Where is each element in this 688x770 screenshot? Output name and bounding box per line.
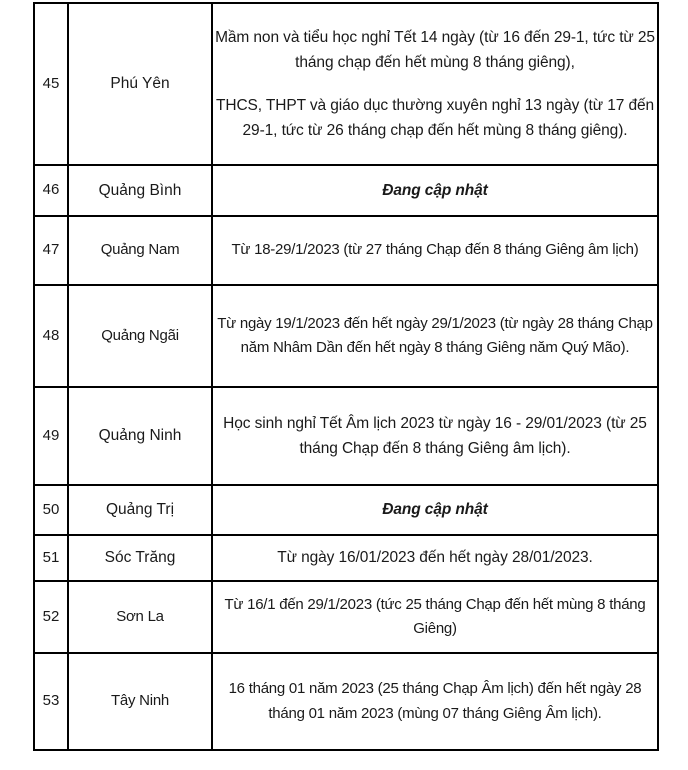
detail-paragraph: Từ 18-29/1/2023 (từ 27 tháng Chạp đến 8 tháng Giêng âm lịch) xyxy=(231,241,639,259)
province-name-cell: Quảng Trị xyxy=(68,485,212,535)
holiday-detail-cell xyxy=(212,387,658,485)
holiday-detail-cell xyxy=(212,653,658,750)
row-index-cell: 51 xyxy=(34,535,68,581)
detail-paragraph: Học sinh nghỉ Tết Âm lịch 2023 từ ngày 16 - 29/01/2023 (từ 25 tháng Chạp đến 8 tháng Giêng âm lịch). xyxy=(223,414,647,457)
row-index-cell: 50 xyxy=(34,485,68,535)
row-index-cell: 48 xyxy=(34,285,68,387)
table-row xyxy=(34,581,658,653)
province-name-cell: Sơn La xyxy=(68,581,212,653)
detail-paragraph: 16 tháng 01 năm 2023 (25 tháng Chạp Âm lịch) đến hết ngày 28 tháng 01 năm 2023 (mùng 07 tháng Giêng Âm lịch). xyxy=(228,680,642,722)
row-index-cell: 45 xyxy=(34,3,68,165)
province-name-cell: Tây Ninh xyxy=(68,653,212,750)
detail-paragraph: Mầm non và tiểu học nghỉ Tết 14 ngày (từ 16 đến 29-1, tức từ 25 tháng chạp đến hết mùng 8 tháng giêng), xyxy=(215,28,655,71)
row-index-cell: 46 xyxy=(34,165,68,216)
holiday-detail-cell xyxy=(212,216,658,285)
status-badge: Đang cập nhật xyxy=(382,181,488,199)
province-name-cell: Quảng Ngãi xyxy=(68,285,212,387)
table-row xyxy=(34,387,658,485)
table-row xyxy=(34,653,658,750)
table-row xyxy=(34,285,658,387)
holiday-detail-cell xyxy=(212,581,658,653)
province-name-cell: Phú Yên xyxy=(68,3,212,165)
province-name-cell: Quảng Bình xyxy=(68,165,212,216)
detail-paragraph: Từ ngày 16/01/2023 đến hết ngày 28/01/2023. xyxy=(277,549,593,567)
table-row xyxy=(34,216,658,285)
holiday-detail-cell xyxy=(212,165,658,216)
holiday-detail-cell xyxy=(212,285,658,387)
table-row xyxy=(34,485,658,535)
row-index-cell: 52 xyxy=(34,581,68,653)
status-badge: Đang cập nhật xyxy=(382,501,488,519)
holiday-detail-cell xyxy=(212,485,658,535)
detail-paragraph: THCS, THPT và giáo dục thường xuyên nghỉ 13 ngày (từ 17 đến 29-1, tức từ 26 tháng chạp đến hết mùng 8 tháng giêng). xyxy=(215,97,655,140)
province-name-cell: Quảng Ninh xyxy=(68,387,212,485)
row-index-cell: 47 xyxy=(34,216,68,285)
table-row xyxy=(34,165,658,216)
province-name-cell: Sóc Trăng xyxy=(68,535,212,581)
table-body xyxy=(34,3,658,750)
province-name-cell: Quảng Nam xyxy=(68,216,212,285)
holiday-detail-cell xyxy=(212,3,658,165)
detail-paragraph: Từ 16/1 đến 29/1/2023 (tức 25 tháng Chạp đến hết mùng 8 tháng Giêng) xyxy=(224,595,646,637)
table-row xyxy=(34,3,658,165)
detail-paragraph: Từ ngày 19/1/2023 đến hết ngày 29/1/2023 (từ ngày 28 tháng Chạp năm Nhâm Dần đến hết ngày 8 tháng Giêng năm Quý Mão). xyxy=(217,314,653,356)
holiday-detail-cell xyxy=(212,535,658,581)
row-index-cell: 49 xyxy=(34,387,68,485)
tet-holiday-schedule-table xyxy=(33,2,659,751)
row-index-cell: 53 xyxy=(34,653,68,750)
table-row xyxy=(34,535,658,581)
